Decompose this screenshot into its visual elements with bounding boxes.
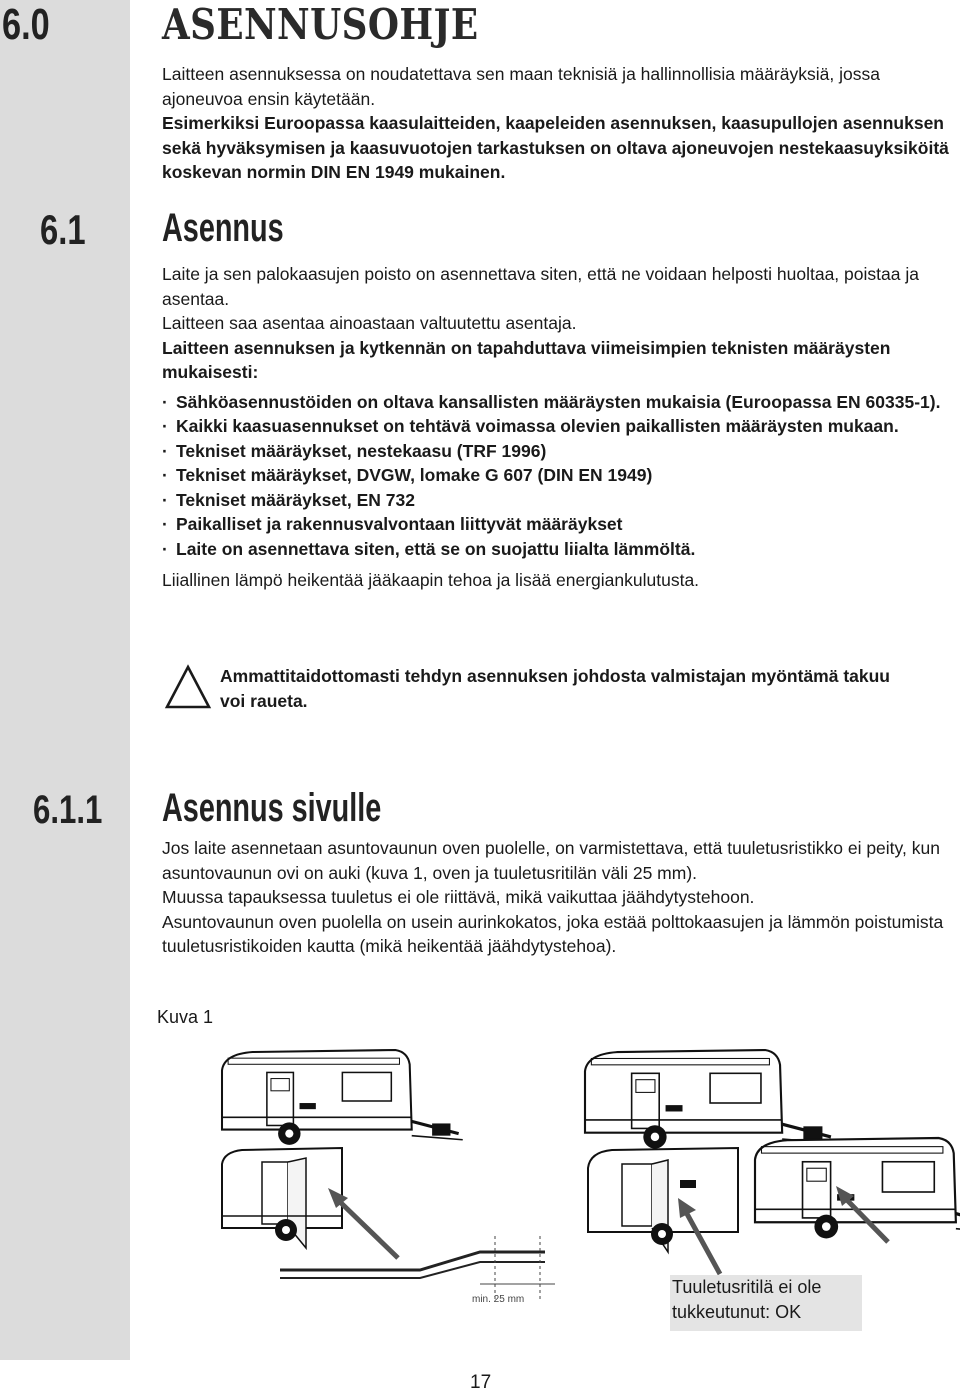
sivulle-text	[162, 836, 960, 959]
list-item	[162, 488, 960, 513]
intro-text	[162, 62, 960, 185]
asennus-paragraph-1: Laite ja sen palokaasujen poisto on asennettava siten, että ne voidaan helposti huoltaa, poistaa ja asentaa.	[162, 264, 919, 309]
regulation-list	[162, 390, 960, 562]
bullet-marker: ·	[162, 489, 168, 510]
sivulle-paragraph-1: Jos laite asennetaan asuntovaunun oven puolelle, on varmistettava, että tuuletusristikko ei peity, kun asuntovaunun ovi on auki (kuva 1, oven ja tuuletusritilän väli 25 mm).	[162, 838, 940, 883]
intro-paragraph-2: Esimerkiksi Euroopassa kaasulaitteiden, kaapeleiden asennuksen, kaasupullojen asennuksen sekä hyväksymisen ja kaasuvuotojen tarkastuksen on oltava ajoneuvojen nestekaasuyksiköitä koskevan normin DIN EN 1949 mukainen.	[162, 113, 949, 182]
ok-label-box: Tuuletusritilä ei ole tukkeutunut: OK	[670, 1275, 862, 1331]
list-item	[162, 463, 960, 488]
list-item-text: Paikalliset ja rakennusvalvontaan liittyvät määräykset	[176, 514, 623, 534]
list-item	[162, 512, 960, 537]
list-item-text: Sähköasennustöiden on oltava kansallisten määräysten mukaisia (Euroopassa EN 60335-1).	[176, 391, 941, 412]
caravan-top-right	[585, 1050, 835, 1149]
list-item	[162, 537, 960, 562]
asennus-paragraph-3: Laitteen asennuksen ja kytkennän on tapahduttava viimeisimpien teknisten määräysten mukaisesti:	[162, 337, 891, 382]
list-item-text: Tekniset määräykset, nestekaasu (TRF 1996)	[176, 440, 547, 461]
section-title-asennus-sivulle: Asennus sivulle	[162, 786, 382, 830]
bullet-marker: ·	[162, 514, 168, 534]
bullet-marker: ·	[162, 416, 168, 436]
section-number-6-0: 6.0	[2, 0, 50, 49]
warning-text: Ammattitaidottomasti tehdyn asennuksen johdosta valmistajan myöntämä takuu voi raueta.	[220, 666, 890, 711]
section-number-6-1-1: 6.1.1	[33, 788, 103, 832]
intro-paragraph-1: Laitteen asennuksessa on noudatettava sen maan teknisiä ja hallinnollisia määräyksiä, jossa ajoneuvoa ensin käytetään.	[162, 64, 880, 109]
dimension-detail	[280, 1236, 555, 1305]
caravan-bottom-right	[755, 1138, 960, 1238]
list-item	[162, 414, 960, 439]
caravan-bottom-left	[222, 1148, 342, 1248]
sivulle-paragraph-2: Muussa tapauksessa tuuletus ei ole riittävä, mikä vaikuttaa jäähdytystehoon.	[162, 887, 755, 907]
bullet-marker: ·	[162, 440, 168, 461]
asennus-paragraph-4: Liiallinen lämpö heikentää jääkaapin tehoa ja lisää energiankulutusta.	[162, 570, 700, 590]
bullet-marker: ·	[162, 391, 168, 412]
section-title-asennus: Asennus	[162, 206, 284, 250]
asennus-paragraph-2: Laitteen saa asentaa ainoastaan valtuutettu asentaja.	[162, 313, 577, 333]
warning-block	[162, 664, 922, 724]
list-item-text: Laite on asennettava siten, että se on suojattu liialta lämmöltä.	[176, 538, 696, 559]
warning-triangle-icon	[164, 664, 212, 710]
section-number-6-1: 6.1	[40, 206, 86, 253]
dimension-label: min. 25 mm	[472, 1294, 525, 1305]
page-title: ASENNUSOHJE	[162, 0, 479, 49]
sidebar-band	[0, 0, 130, 1360]
list-item	[162, 390, 960, 415]
list-item	[162, 439, 960, 464]
list-item-text: Kaikki kaasuasennukset on tehtävä voimassa olevien paikallisten määräysten mukaan.	[176, 416, 899, 436]
caravan-top-left	[222, 1050, 463, 1145]
figure-caption: Kuva 1	[157, 1007, 214, 1027]
sivulle-paragraph-3: Asuntovaunun oven puolella on usein aurinkokatos, joka estää polttokaasujen ja lämmön poistumista tuuletusristikoiden kautta (mikä heikentää jäähdytystehoa).	[162, 911, 944, 956]
bullet-marker: ·	[162, 538, 168, 559]
list-item-text: Tekniset määräykset, DVGW, lomake G 607 (DIN EN 1949)	[176, 465, 653, 485]
asennus-text	[162, 262, 960, 593]
caravan-bottom-middle	[588, 1148, 738, 1252]
page-number: 17	[470, 1372, 492, 1393]
list-item-text: Tekniset määräykset, EN 732	[176, 489, 415, 510]
bullet-marker: ·	[162, 465, 168, 485]
